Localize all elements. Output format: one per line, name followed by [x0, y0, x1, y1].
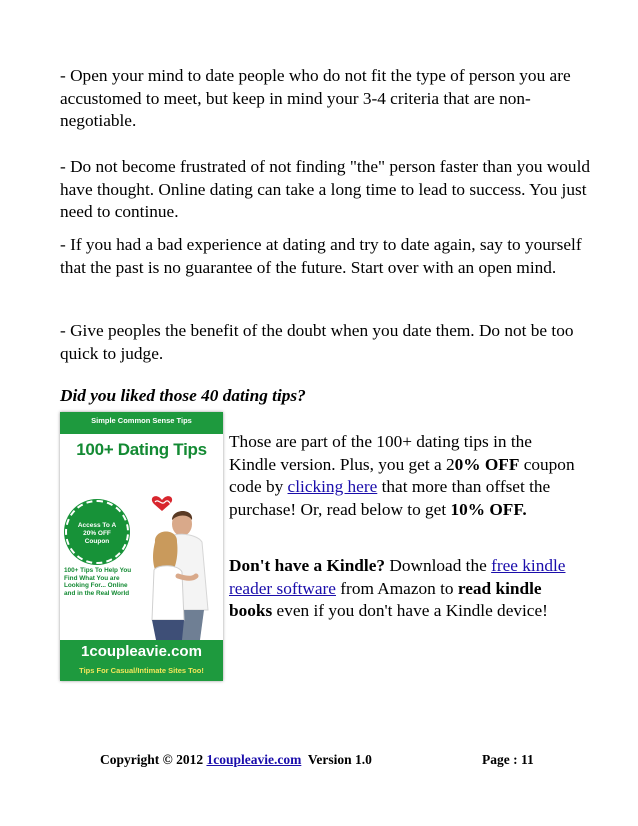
cover-blurb	[64, 567, 140, 597]
promo-text: that more than offset the purchase! Or, read below to get	[229, 477, 551, 519]
kindle-emphasis: read kindle books	[229, 578, 542, 620]
tip-paragraph: - Open your mind to date people who do not fit the type of person you are accustomed to meet, but keep in mind your 3-4 criteria that are non-negotiable.	[60, 66, 571, 130]
footer-site-link[interactable]: 1coupleavie.com	[206, 752, 302, 767]
kindle-text: Download the	[385, 556, 492, 575]
coupon-badge	[65, 500, 129, 564]
promo-discount: 0% OFF	[454, 454, 520, 474]
ebook-cover-image	[60, 412, 223, 681]
coupon-badge-line: Access To A	[77, 522, 117, 529]
kindle-text: even if you don't have a Kindle device!	[272, 601, 548, 620]
tip-paragraph: - Do not become frustrated of not finding "the" person faster than you would have thought. Online dating can take a long time to lead to success. You just need to continue.	[60, 157, 591, 221]
cover-site-name: 1coupleavie.com	[81, 643, 202, 660]
clicking-here-link[interactable]: clicking here	[287, 477, 378, 496]
couple-photo	[138, 480, 223, 640]
cover-blurb-line: 100+ Tips To Help You	[64, 567, 132, 574]
footer-copyright: Copyright © 2012	[100, 752, 207, 767]
cover-subtitle: Tips For Casual/Intimate Sites Too!	[79, 666, 204, 675]
tip-paragraph: - If you had a bad experience at dating and try to date again, say to yourself that the past is no guarantee of the future. Start over with an open mind.	[60, 235, 582, 277]
cover-tagline: Simple Common Sense Tips	[91, 416, 192, 425]
kindle-paragraph	[229, 555, 579, 623]
page-number: Page : 11	[482, 752, 534, 767]
kindle-text: from Amazon to	[335, 578, 458, 598]
heart-infinity-icon	[152, 496, 172, 511]
footer-version: Version 1.0	[301, 752, 372, 767]
coupon-badge-line: 20% OFF	[83, 530, 111, 537]
cover-blurb-line: Looking For... Online	[64, 582, 128, 590]
cover-title: 100+ Dating Tips	[76, 440, 207, 459]
coupon-badge-line: Coupon	[84, 538, 110, 545]
free-kindle-reader-link[interactable]: free kindle reader software	[229, 556, 566, 598]
tip-paragraph: - Give peoples the benefit of the doubt when you date them. Do not be too quick to judge.	[60, 321, 574, 363]
section-heading: Did you liked those 40 dating tips?	[60, 386, 306, 405]
promo-text: Those are part of the 100+ dating tips in the Kindle version. Plus, you get a 2	[229, 432, 532, 474]
promo-paragraph	[229, 431, 579, 521]
kindle-question: Don't have a Kindle?	[229, 556, 386, 575]
promo-text: coupon code by	[229, 454, 575, 496]
cover-blurb-line: and in the Real World	[64, 589, 130, 597]
promo-discount: 10% OFF.	[450, 499, 527, 519]
cover-blurb-line: Find What You are	[64, 574, 120, 582]
